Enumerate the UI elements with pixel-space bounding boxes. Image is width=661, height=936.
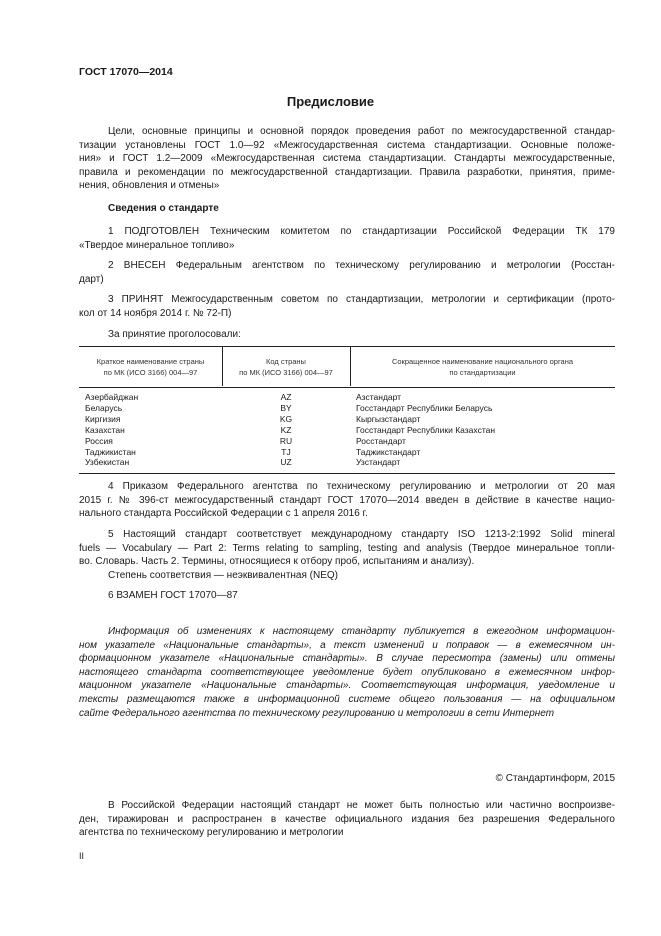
table-cell-body: Госстандарт Республики Беларусь xyxy=(356,402,493,413)
table-cell-code: BY xyxy=(280,402,292,413)
intro-line: тизации установлены ГОСТ 1.0—92 «Межгосударственная система стандартизации. Основные положе- xyxy=(79,139,615,151)
notice-line: формационном указателе «Национальные стандарты». В случае пересмотра (замены) или отмены xyxy=(79,653,615,665)
conformity-degree: Степень соответствия — неэквивалентная (NEQ) xyxy=(108,570,339,581)
notice-line: ном указателе «Национальные стандарты», а текст изменений и поправок — в ежемесячном ин- xyxy=(79,639,615,651)
item-4 xyxy=(79,480,615,521)
header-line: по МК (ИСО 3166) 004—97 xyxy=(103,368,198,377)
notice-line: Информация об изменениях к настоящему стандарту публикуется в ежегодном информацион- xyxy=(108,626,615,637)
header-line: по МК (ИСО 3166) 004—97 xyxy=(239,368,333,377)
rights-line: ден, тиражирован и распространен в качестве официального издания без разрешения Федерального xyxy=(79,813,615,825)
document-id: ГОСТ 17070—2014 xyxy=(79,66,173,78)
intro-line: правила и рекомендации по межгосударственной стандартизации. Правила разработки, принятия, приме- xyxy=(79,166,615,178)
header-line: Краткое наименование страны xyxy=(96,357,205,366)
table-cell-body: Азстандарт xyxy=(356,392,402,402)
rights-line: агентства по техническому регулированию и метрологии xyxy=(79,827,344,839)
header-country xyxy=(79,356,222,378)
header-line: по стандартизации xyxy=(449,368,516,377)
table-cell-country: Узбекистан xyxy=(85,457,130,468)
item-5 xyxy=(79,528,615,569)
table-cell-code: TJ xyxy=(281,446,291,457)
table-cell-body: Узстандарт xyxy=(356,457,401,468)
info-notice xyxy=(79,625,615,720)
rights-paragraph xyxy=(79,799,615,840)
item-4-line: 4 Приказом Федерального агентства по техническому регулированию и метрологии от 20 мая xyxy=(108,481,615,492)
country-column xyxy=(85,392,138,468)
item-2 xyxy=(79,259,615,286)
body-column xyxy=(356,392,495,468)
header-code xyxy=(222,356,350,378)
notice-line: мационном указателе «Национальные стандарты». Соответствующая информация, уведомление и xyxy=(79,680,615,692)
item-5-line: во. Словарь. Часть 2. Термины, относящиеся к отбору проб, испытаниям и анализу). xyxy=(79,556,475,568)
item-3-line: кол от 14 ноября 2014 г. № 72-П) xyxy=(79,307,232,319)
item-3 xyxy=(79,293,615,320)
table-cell-code: UZ xyxy=(280,457,292,468)
item-6: 6 ВЗАМЕН ГОСТ 17070—87 xyxy=(108,590,238,601)
header-body xyxy=(350,356,615,378)
notice-line: сайте Федерального агентства по техническому регулированию и метрологии в сети Интернет xyxy=(79,707,555,719)
item-5-line: fuels — Vocabulary — Part 2: Terms relating to sampling, testing and analysis (Твердое минеральное топли- xyxy=(79,542,615,554)
notice-line: настоящего стандарта соответствующее уведомление будет опубликовано в ежемесячном инфор- xyxy=(79,666,615,678)
item-5-line: 5 Настоящий стандарт соответствует международному стандарту ISO 1213-2:1992 Solid mineral xyxy=(108,529,615,540)
item-2-line: 2 ВНЕСЕН Федеральным агентством по техническому регулированию и метрологии (Росстан- xyxy=(108,260,615,271)
intro-line: ния» и ГОСТ 1.2—2009 «Межгосударственная система стандартизации. Стандарты межгосударственные, xyxy=(79,153,615,165)
page-number: II xyxy=(79,851,85,861)
intro-line: Цели, основные принципы и основной порядок проведения работ по межгосударственной стандар- xyxy=(108,126,615,137)
section-heading: Сведения о стандарте xyxy=(108,203,219,214)
intro-paragraph xyxy=(79,125,615,193)
notice-line: тексты размещаются также в информационной системе общего пользования — на официальном xyxy=(79,693,615,705)
copyright-notice: © Стандартинформ, 2015 xyxy=(495,773,615,784)
item-2-line: дарт) xyxy=(79,273,104,285)
table-cell-country: Россия xyxy=(85,435,113,446)
table-cell-body: Госстандарт Республики Казахстан xyxy=(356,424,496,435)
item-4-line: 2015 г. № 396-ст межгосударственный стандарт ГОСТ 17070—2014 введен в действие в качестве нацио- xyxy=(79,494,615,506)
intro-line: нения, обновления и отмены» xyxy=(79,180,220,192)
table-cell-country: Казахстан xyxy=(85,424,125,435)
table-cell-country: Беларусь xyxy=(85,402,123,413)
table-cell-country: Азербайджан xyxy=(85,392,139,402)
table-cell-code: RU xyxy=(279,435,293,446)
voted-label: За принятие проголосовали: xyxy=(108,329,241,340)
item-1-line: 1 ПОДГОТОВЛЕН Техническим комитетом по стандартизации Российской Федерации ТК 179 xyxy=(108,226,615,237)
table-bottom-rule xyxy=(79,473,615,474)
table-cell-code: KG xyxy=(279,413,293,424)
table-cell-body: Таджикстандарт xyxy=(356,446,421,457)
header-line: Сокращенное наименование национального органа xyxy=(391,357,574,366)
header-line: Код страны xyxy=(266,357,306,366)
table-cell-country: Киргизия xyxy=(85,413,121,424)
table-cell-country: Таджикистан xyxy=(85,446,136,457)
table-cell-code: KZ xyxy=(280,424,292,435)
table-cell-body: Кыргызстандарт xyxy=(356,413,421,424)
item-1-line: «Твердое минеральное топливо» xyxy=(79,239,235,251)
table-cell-body: Росстандарт xyxy=(356,435,406,446)
rights-line: В Российской Федерации настоящий стандарт не может быть полностью или частично воспроизве- xyxy=(108,800,615,811)
code-column xyxy=(222,392,350,468)
item-3-line: 3 ПРИНЯТ Межгосударственным советом по стандартизации, метрологии и сертификации (прото- xyxy=(108,294,615,305)
item-1 xyxy=(79,225,615,252)
item-4-line: нального стандарта Российской Федерации с 1 апреля 2016 г. xyxy=(79,508,368,520)
page-title: Предисловие xyxy=(286,94,375,109)
table-cell-code: AZ xyxy=(280,392,292,402)
